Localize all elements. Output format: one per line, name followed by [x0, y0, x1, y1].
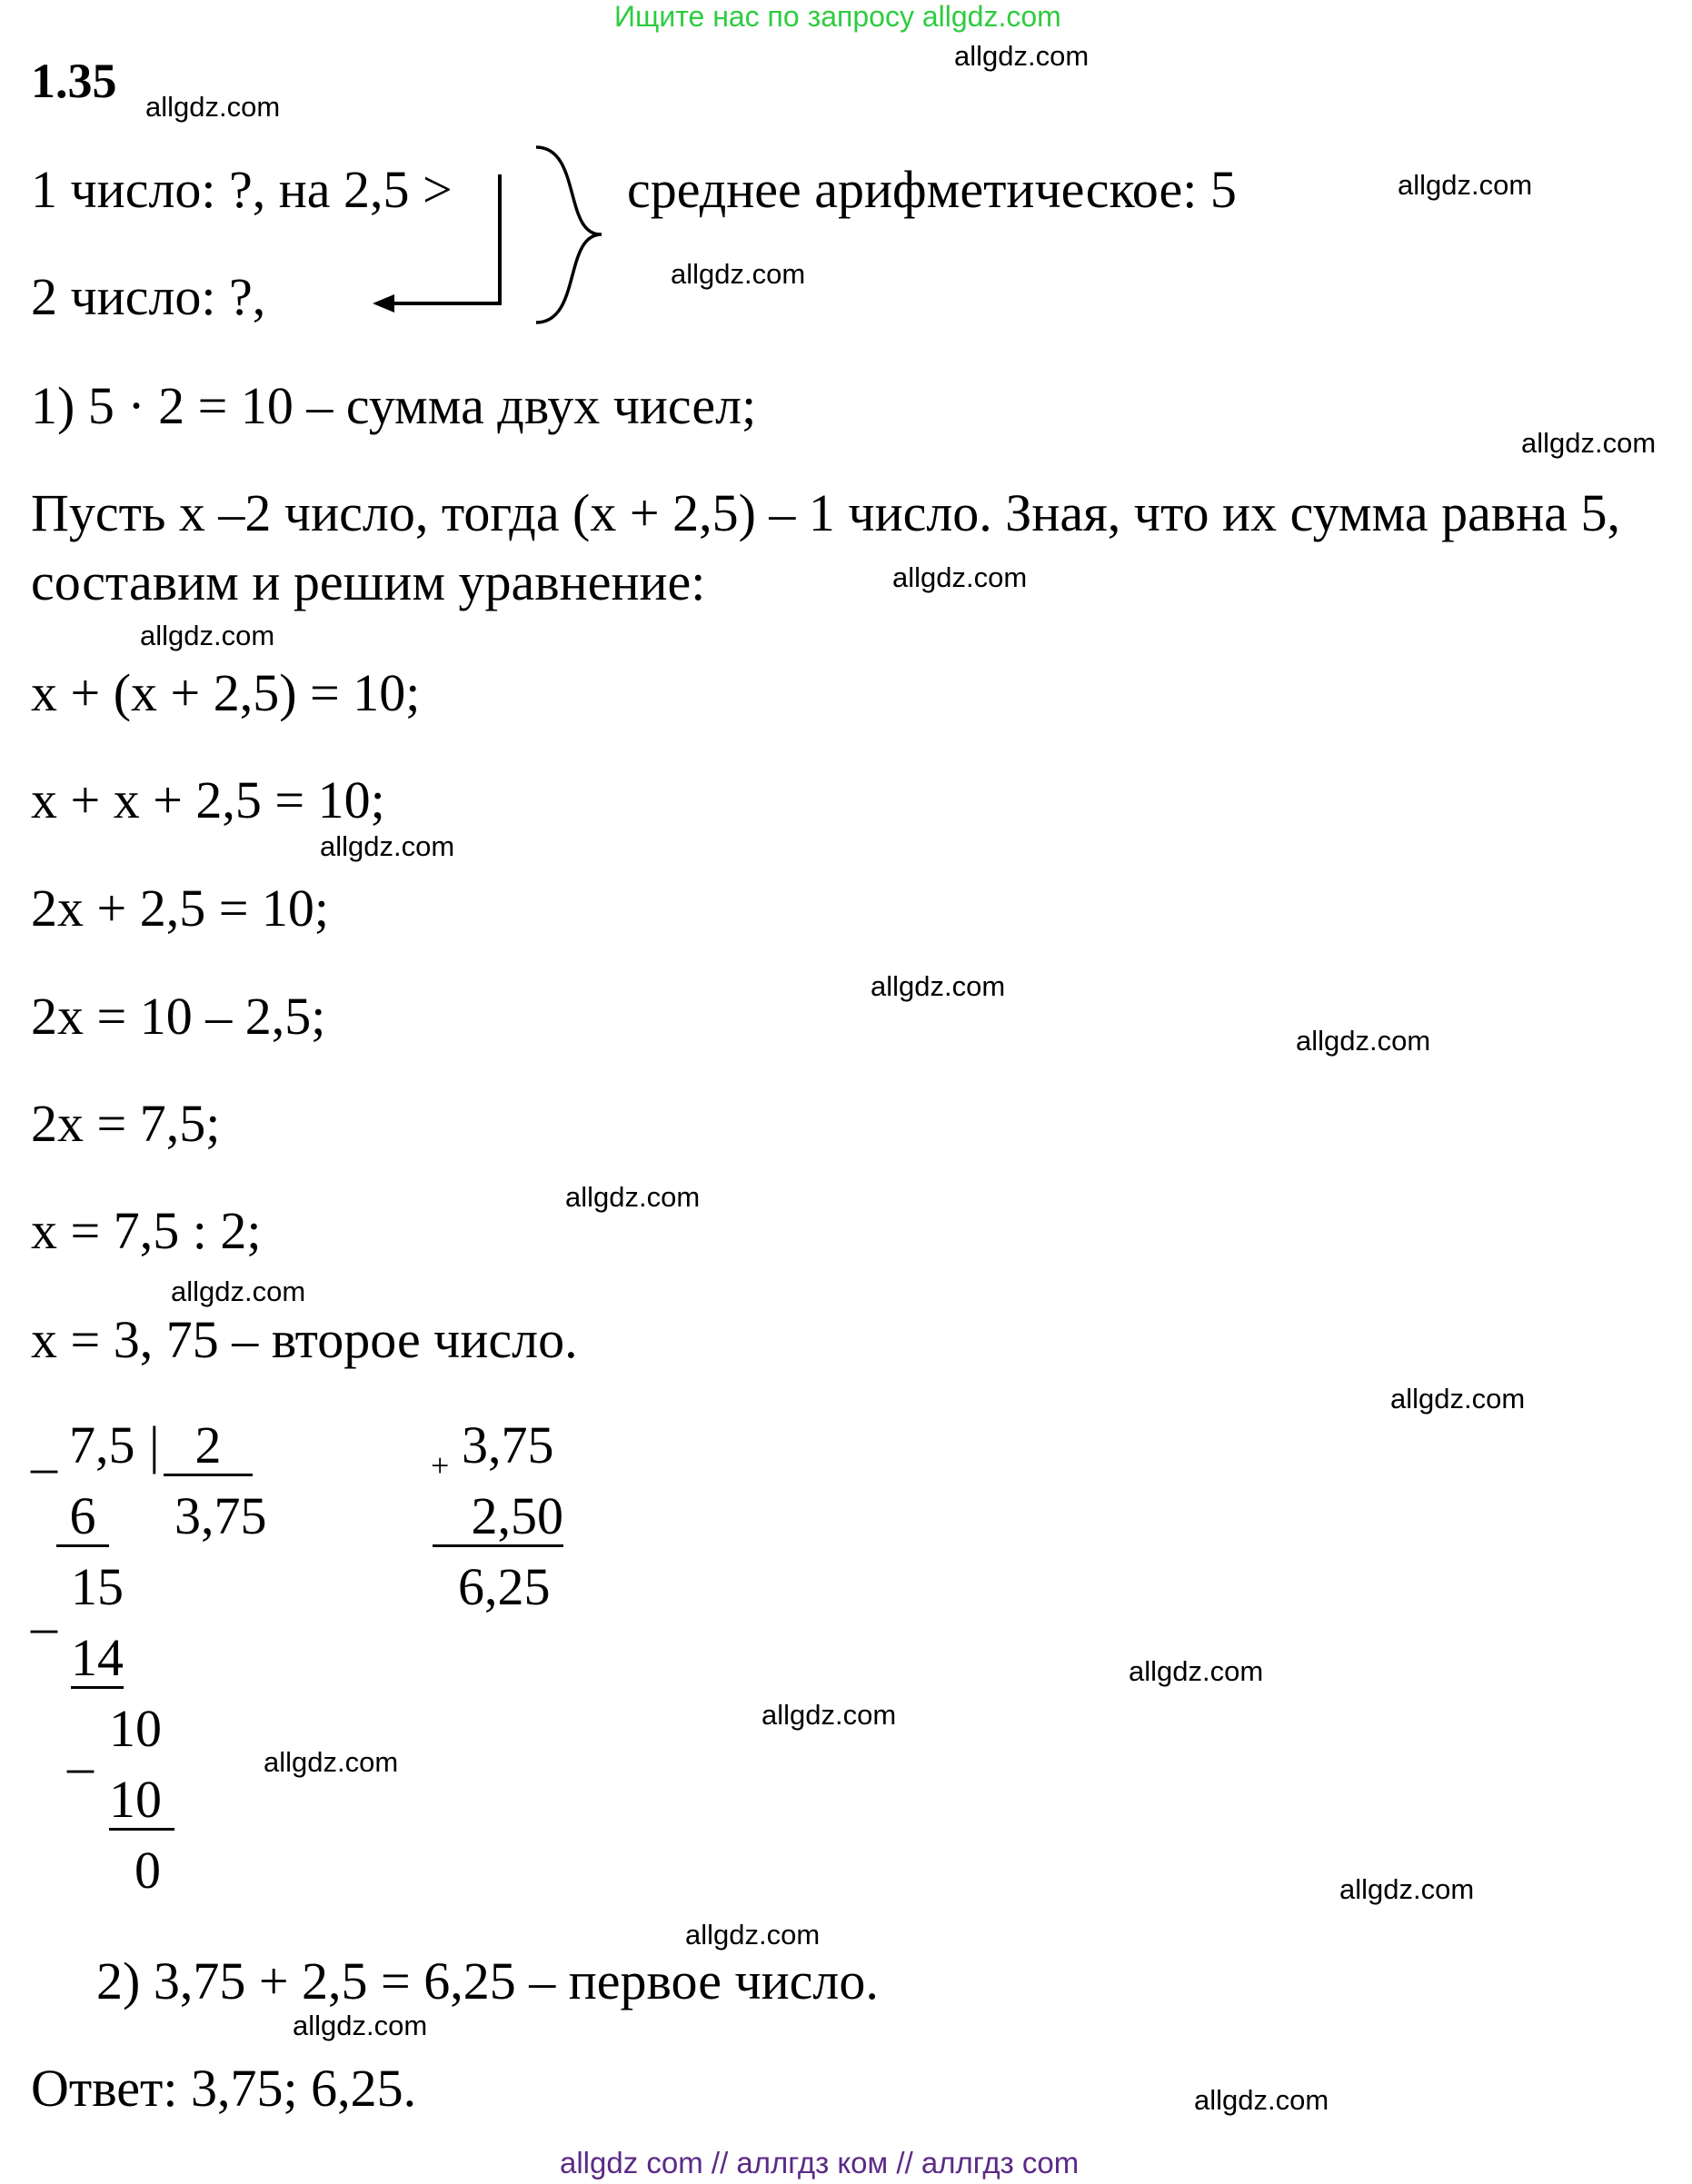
equation-6: х = 7,5 : 2;	[31, 1201, 262, 1260]
watermark: allgdz.com	[871, 970, 1006, 1002]
equation-7: х = 3, 75 – второе число.	[31, 1310, 578, 1369]
watermark: allgdz.com	[761, 1699, 897, 1731]
watermark: allgdz.com	[1339, 1873, 1475, 1905]
footer-links[interactable]: allgdz com // аллгдз ком // аллгдз com	[560, 2146, 1080, 2179]
let-line-1: Пусть х –2 число, тогда (х + 2,5) – 1 число. Зная, что их сумма равна 5,	[31, 483, 1620, 542]
watermark: allgdz.com	[1390, 1383, 1526, 1415]
division-quotient: 3,75	[174, 1486, 267, 1545]
watermark: allgdz.com	[320, 830, 455, 862]
division-remainder-3: 0	[134, 1841, 161, 1900]
addition-term-2: 2,50	[433, 1484, 563, 1547]
division-minus-1: _	[31, 1419, 57, 1478]
equation-4: 2х = 10 – 2,5;	[31, 987, 326, 1046]
division-remainder-2: 10	[109, 1699, 162, 1758]
watermark: allgdz.com	[1296, 1025, 1431, 1057]
equation-5: 2х = 7,5;	[31, 1094, 221, 1153]
division-sub-1: 6	[56, 1484, 109, 1547]
division-divisor: 2	[164, 1414, 253, 1476]
division-sub-2: 14	[71, 1628, 124, 1687]
watermark: allgdz.com	[892, 561, 1028, 593]
watermark: allgdz.com	[1194, 2084, 1329, 2116]
watermark: allgdz.com	[293, 2010, 428, 2041]
division-minus-2: _	[31, 1579, 57, 1638]
watermark: allgdz.com	[171, 1276, 306, 1307]
watermark: allgdz.com	[145, 91, 281, 123]
equation-2: х + х + 2,5 = 10;	[31, 770, 385, 829]
watermark: allgdz.com	[1521, 427, 1657, 459]
division-remainder-1: 15	[71, 1557, 124, 1616]
addition-term-1: 3,75	[462, 1415, 554, 1474]
watermark: allgdz.com	[264, 1746, 399, 1778]
scheme-line-2: 2 число: ?,	[31, 267, 266, 326]
watermark: allgdz.com	[1398, 169, 1533, 201]
division-bar: |	[149, 1415, 160, 1474]
watermark: allgdz.com	[671, 258, 806, 290]
watermark: allgdz.com	[1129, 1655, 1264, 1687]
watermark: allgdz.com	[140, 620, 275, 651]
step-1: 1) 5 · 2 = 10 – сумма двух чисел;	[31, 376, 757, 435]
scheme-arrow-brace	[363, 136, 618, 327]
addition-plus: +	[431, 1447, 450, 1484]
step-2: 2) 3,75 + 2,5 = 6,25 – первое число.	[96, 1951, 879, 2010]
let-line-2: составим и решим уравнение:	[31, 552, 706, 611]
watermark: allgdz.com	[565, 1181, 701, 1213]
problem-number: 1.35	[31, 54, 117, 108]
scheme-line-1: 1 число: ?, на 2,5 >	[31, 160, 453, 219]
watermark: allgdz.com	[685, 1919, 821, 1951]
watermark: allgdz.com	[954, 40, 1090, 72]
equation-3: 2х + 2,5 = 10;	[31, 879, 330, 938]
equation-1: х + (х + 2,5) = 10;	[31, 663, 421, 722]
scheme-brace-label: среднее арифметическое: 5	[627, 160, 1237, 219]
division-minus-3: _	[67, 1719, 94, 1778]
division-dividend: 7,5	[69, 1415, 135, 1474]
top-banner: Ищите нас по запросу allgdz.com	[614, 0, 1061, 33]
addition-sum: 6,25	[458, 1557, 551, 1616]
answer: Ответ: 3,75; 6,25.	[31, 2059, 417, 2118]
division-sub-3: 10	[109, 1768, 174, 1831]
